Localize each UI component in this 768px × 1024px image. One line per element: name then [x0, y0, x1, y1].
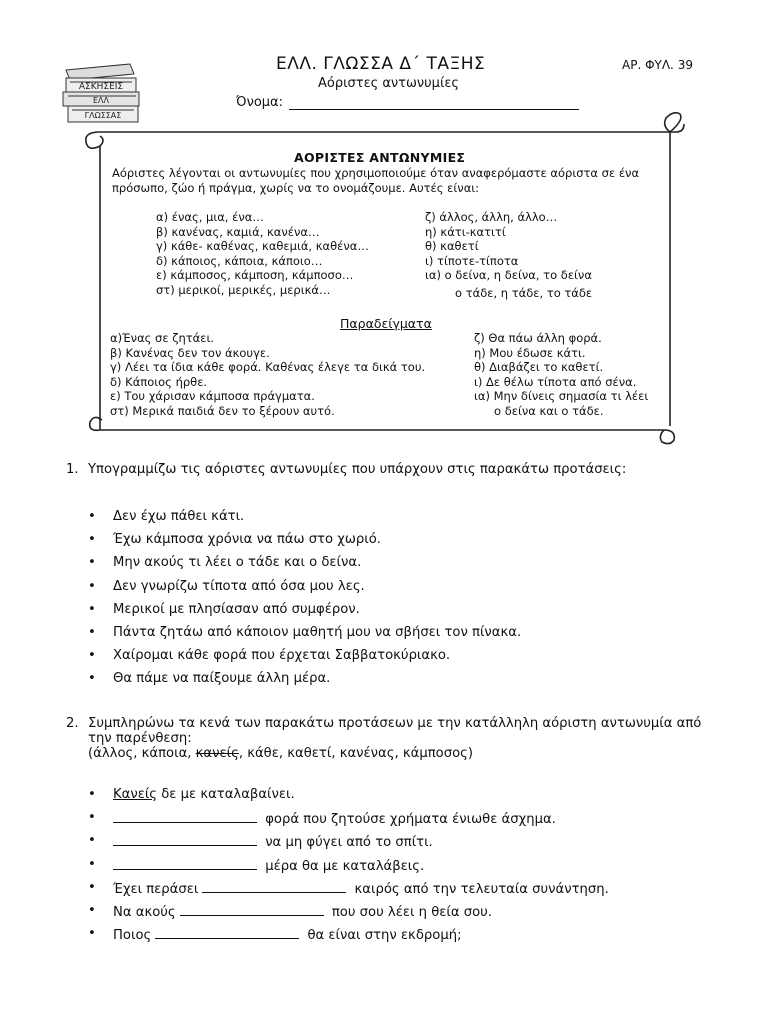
examples-left — [110, 331, 425, 419]
fill-item — [88, 787, 609, 810]
examples-right — [474, 331, 648, 419]
example-item: ο δείνα και ο τάδε. — [494, 403, 604, 418]
question-2 — [66, 716, 726, 761]
question-text: Συμπληρώνω τα κενά των παρακάτω προτάσεων με την κατάλληλη αόριστη αντωνυμία από την παρένθεση: — [88, 716, 702, 746]
name-row — [236, 95, 579, 110]
answer-blank[interactable] — [113, 833, 257, 846]
example-item: ε) Του χάρισαν κάμποσα πράγματα. — [110, 389, 315, 404]
pronoun-list-right — [425, 210, 592, 301]
box-title: ΑΟΡΙΣΤΕΣ ΑΝΤΩΝΥΜΙΕΣ — [294, 150, 466, 165]
examples-title: Παραδείγματα — [340, 316, 432, 331]
sheet-number: ΑΡ. ΦΥΛ. 39 — [622, 58, 693, 72]
fill-item — [88, 857, 609, 880]
sentence-item[interactable]: • Θα πάμε να παίξουμε άλλη μέρα. — [88, 671, 521, 694]
question-number: 1. — [66, 462, 79, 477]
example-item: α)Ένας σε ζητάει. — [110, 331, 215, 345]
question-1 — [66, 462, 626, 477]
sentence-item[interactable]: • Έχω κάμποσα χρόνια να πάω στο χωριό. — [88, 532, 521, 555]
box-intro: Αόριστες λέγονται οι αντωνυμίες που χρησιμοποιούμε όταν αναφερόμαστε αόριστα σε ένα πρόσωπο, ζώο ή πράγμα, χωρίς να το ονομάζουμε. Αυτές είναι: — [112, 166, 640, 195]
list-item: δ) κάποιος, κάποια, κάποιο… — [156, 253, 323, 268]
example-item: η) Μου έδωσε κάτι. — [474, 345, 586, 360]
answer-blank[interactable] — [113, 810, 257, 823]
sentence-item[interactable]: • Δεν γνωρίζω τίποτα από όσα μου λες. — [88, 579, 521, 602]
example-item: β) Κανένας δεν τον άκουγε. — [110, 345, 270, 360]
example-item: δ) Κάποιος ήρθε. — [110, 374, 208, 389]
sentence-item[interactable]: • Χαίρομαι κάθε φορά που έρχεται Σαββατοκύριακο. — [88, 648, 521, 671]
example-item: ι) Δε θέλω τίποτα από σένα. — [474, 374, 637, 389]
options-struck: κανείς — [195, 746, 239, 761]
list-item: θ) καθετί — [425, 239, 479, 254]
fill-item — [88, 833, 609, 856]
fill-text: να μη φύγει από το σπίτι. — [261, 835, 433, 851]
question-text: Υπογραμμίζω τις αόριστες αντωνυμίες που υπάρχουν στις παρακάτω προτάσεις: — [88, 462, 627, 477]
fill-item — [88, 810, 609, 833]
name-label: Όνομα: — [236, 95, 283, 110]
list-item: ι) τίποτε-τίποτα — [425, 253, 519, 268]
answer-blank[interactable] — [113, 857, 257, 870]
sentence-item[interactable]: • Μην ακούς τι λέει ο τάδε και ο δείνα. — [88, 555, 521, 578]
list-item: στ) μερικοί, μερικές, μερικά… — [156, 282, 331, 297]
list-item: ια) ο δείνα, η δείνα, το δείνα — [425, 268, 592, 283]
fill-item — [88, 926, 609, 949]
logo-text-2: ΕΛΛ — [93, 96, 109, 105]
name-blank[interactable] — [289, 95, 579, 110]
list-item: η) κάτι-κατιτί — [425, 224, 506, 239]
options-open: (άλλος, κάποια, — [88, 746, 196, 761]
fill-text: θα είναι στην εκδρομή; — [303, 928, 462, 944]
question-2-sentences — [88, 787, 609, 949]
list-item: ο τάδε, η τάδε, το τάδε — [455, 285, 593, 300]
list-item: ζ) άλλος, άλλη, άλλο… — [425, 210, 558, 224]
page-title: ΕΛΛ. ΓΛΩΣΣΑ Δ΄ ΤΑΞΗΣ — [276, 54, 486, 74]
options-close: , κάθε, καθετί, κανένας, κάμποσος) — [238, 746, 474, 761]
example-answer: Κανείς — [113, 787, 158, 802]
list-item: β) κανένας, καμιά, κανένα… — [156, 224, 320, 239]
example-item: ζ) Θα πάω άλλη φορά. — [474, 331, 602, 345]
sentence-item[interactable]: • Πάντα ζητάω από κάποιον μαθητή μου να σβήσει τον πίνακα. — [88, 625, 521, 648]
question-1-sentences — [88, 509, 521, 695]
sentence-item[interactable]: • Μερικοί με πλησίασαν από συμφέρον. — [88, 602, 521, 625]
page-subtitle: Αόριστες αντωνυμίες — [318, 76, 460, 91]
answer-blank[interactable] — [155, 926, 299, 939]
fill-item — [88, 880, 609, 903]
options-row — [66, 746, 726, 761]
answer-blank[interactable] — [180, 903, 324, 916]
fill-text: Ποιος — [113, 928, 152, 944]
example-item: θ) Διαβάζει το καθετί. — [474, 360, 604, 375]
list-item: ε) κάμποσος, κάμποση, κάμποσο… — [156, 268, 354, 283]
answer-blank[interactable] — [202, 880, 346, 893]
example-item: γ) Λέει τα ίδια κάθε φορά. Καθένας έλεγε τα δικά του. — [110, 360, 426, 375]
logo-text-3: ΓΛΩΣΣΑΣ — [84, 111, 122, 120]
pronoun-list-left — [156, 210, 369, 298]
list-item: γ) κάθε- καθένας, καθεμιά, καθένα… — [156, 239, 369, 254]
fill-text: Να ακούς — [113, 904, 176, 920]
fill-text: δε με καταλαβαίνει. — [157, 787, 295, 802]
fill-item — [88, 903, 609, 926]
logo-text-1: ΑΣΚΗΣΕΙΣ — [78, 82, 124, 92]
example-item: στ) Μερικά παιδιά δεν το ξέρουν αυτό. — [110, 403, 335, 418]
fill-text: που σου λέει η θεία σου. — [327, 904, 492, 920]
fill-text: καιρός από την τελευταία συνάντηση. — [350, 881, 609, 897]
example-item: ια) Μην δίνεις σημασία τι λέει — [474, 389, 649, 404]
question-number: 2. — [66, 716, 79, 731]
fill-text: Έχει περάσει — [113, 881, 199, 897]
list-item: α) ένας, μια, ένα… — [156, 210, 264, 224]
fill-text: φορά που ζητούσε χρήματα ένιωθε άσχημα. — [261, 812, 556, 828]
sentence-item[interactable]: • Δεν έχω πάθει κάτι. — [88, 509, 521, 532]
fill-text: μέρα θα με καταλάβεις. — [261, 858, 425, 874]
